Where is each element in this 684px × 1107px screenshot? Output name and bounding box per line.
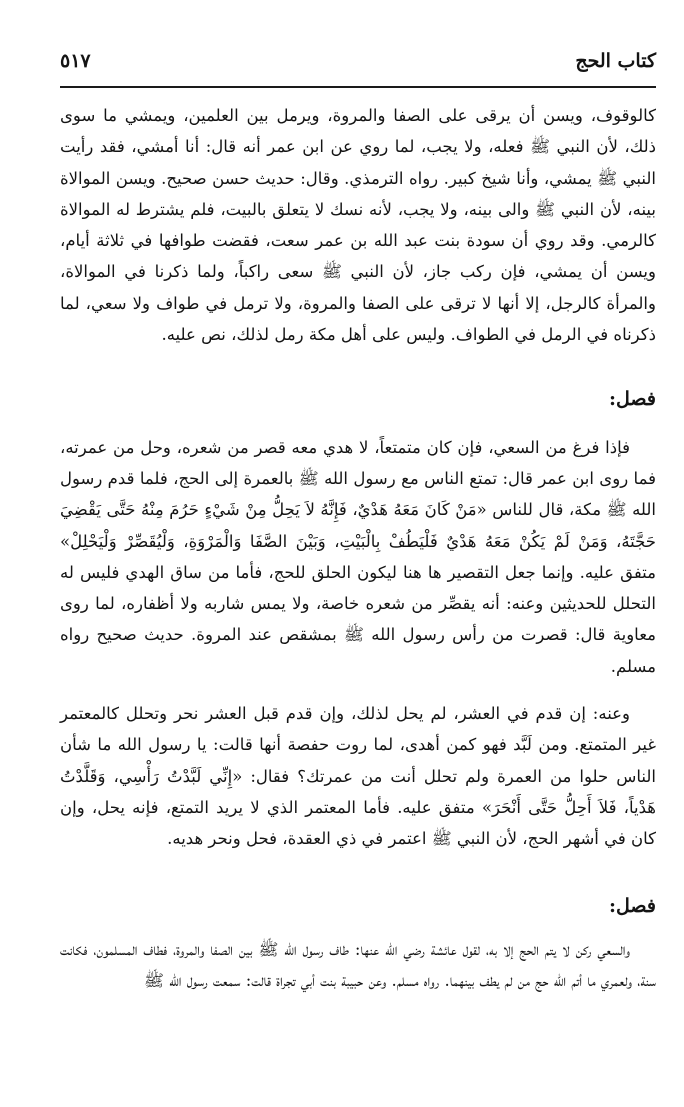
page-number: ٥١٧ <box>60 50 91 72</box>
paragraph-2: فإذا فرغ من السعي، فإن كان متمتعاً، لا هدي معه قصر من شعره، وحل من عمرته، فما روى ابن عمر قال: تمتع الناس مع رسول الله ﷺ بالعمرة إلى الحج، فلما قدم رسول الله ﷺ مكة، قال للناس «مَنْ كَانَ مَعَهُ هَدْيٌ، فَإِنَّهُ لاَ يَحِلُّ مِنْ شَيْءٍ حَرُمَ مِنْهُ حَتَّى يَقْضِيَ حَجَّتَهُ، وَمَنْ لَمْ يَكُنْ مَعَهُ هَدْيٌ فَلْيَطُفْ بِالْبَيْتِ، وَبَيْنَ الصَّفَا وَالْمَرْوَةِ، وَلْيُقَصِّرْ وَلْيَحْلِلْ» متفق عليه. وإنما جعل التقصير ها هنا ليكون الحلق للحج، فأما من ساق الهدي فليس له التحلل للحديثين وعنه: أنه يقصِّر من شعره خاصة، ولا يمس شاربه ولا أظفاره، لما روى معاوية قال: قصرت من رأس رسول الله ﷺ بمشقص عند المروة. حديث صحيح رواه مسلم. <box>60 437 656 676</box>
body-text <box>60 100 656 996</box>
paragraph-1: كالوقوف، ويسن أن يرقى على الصفا والمروة، ويرمل بين العلمين، ويمشي ما سوى ذلك، لأن النبي ﷺ فعله، ولا يجب، لما روي عن ابن عمر أنه قال: أنا أمشي، فقد رأيت النبي ﷺ يمشي، وأنا شيخ كبير. رواه الترمذي. وقال: حديث حسن صحيح. ويسن الموالاة بينه، لأن النبي ﷺ والى بينه، ولا يجب، لأنه نسك لا يتعلق بالبيت، فلم يشترط له الموالاة كالرمي. وقد روي أن سودة بنت عبد الله بن عمر سعت، فقضت طوافها في ثلاثة أيام، ويسن أن يمشي، فإن ركب جاز، لأن النبي ﷺ سعى راكباً، ولما ذكرنا في الموالاة، والمرأة كالرجل، إلا أنها لا ترقى على الصفا والمروة، ولا ترمل في طواف ولا سعي، لما ذكرناه في الرمل في الطواف. وليس على أهل مكة رمل لذلك، نص عليه. <box>60 106 656 345</box>
section-heading-1: فصل: <box>609 388 656 411</box>
paragraph-4: والسعي ركن لا يتم الحج إلا به، لقول عائشة رضي الله عنها: طاف رسول الله ﷺ بين الصفا والمروة، فطاف المسلمون، فكانت سنة، ولعمري ما أتم الله حج من لم يطف بينهما. رواه مسلم. وعن حبيبة بنت أبي تجراة قالت: سمعت رسول الله ﷺ <box>60 939 656 991</box>
paragraph-3: وعنه: إن قدم في العشر، لم يحل لذلك، وإن قدم قبل العشر نحر وتحلل كالمعتمر غير المتمتع. ومن لَبَّد فهو كمن أهدى، لما روت حفصة أنها قالت: يا رسول الله ما شأن الناس حلوا من العمرة ولم تحلل أنت من عمرتك؟ فقال: «إِنِّي لَبَّدْتُ رَأْسِي، وَقَلَّدْتُ هَدْياً، فَلاَ أَحِلُّ حَتَّى أَنْحَرَ» متفق عليه. فأما المعتمر الذي لا يريد التمتع، فإنه يحل، وإن كان في أشهر الحج، لأن النبي ﷺ اعتمر في ذي العقدة، فحل ونحر هديه. <box>60 704 656 849</box>
running-head: كتاب الحج <box>575 50 656 72</box>
page-header <box>60 46 656 88</box>
section-heading-2: فصل: <box>609 894 656 917</box>
